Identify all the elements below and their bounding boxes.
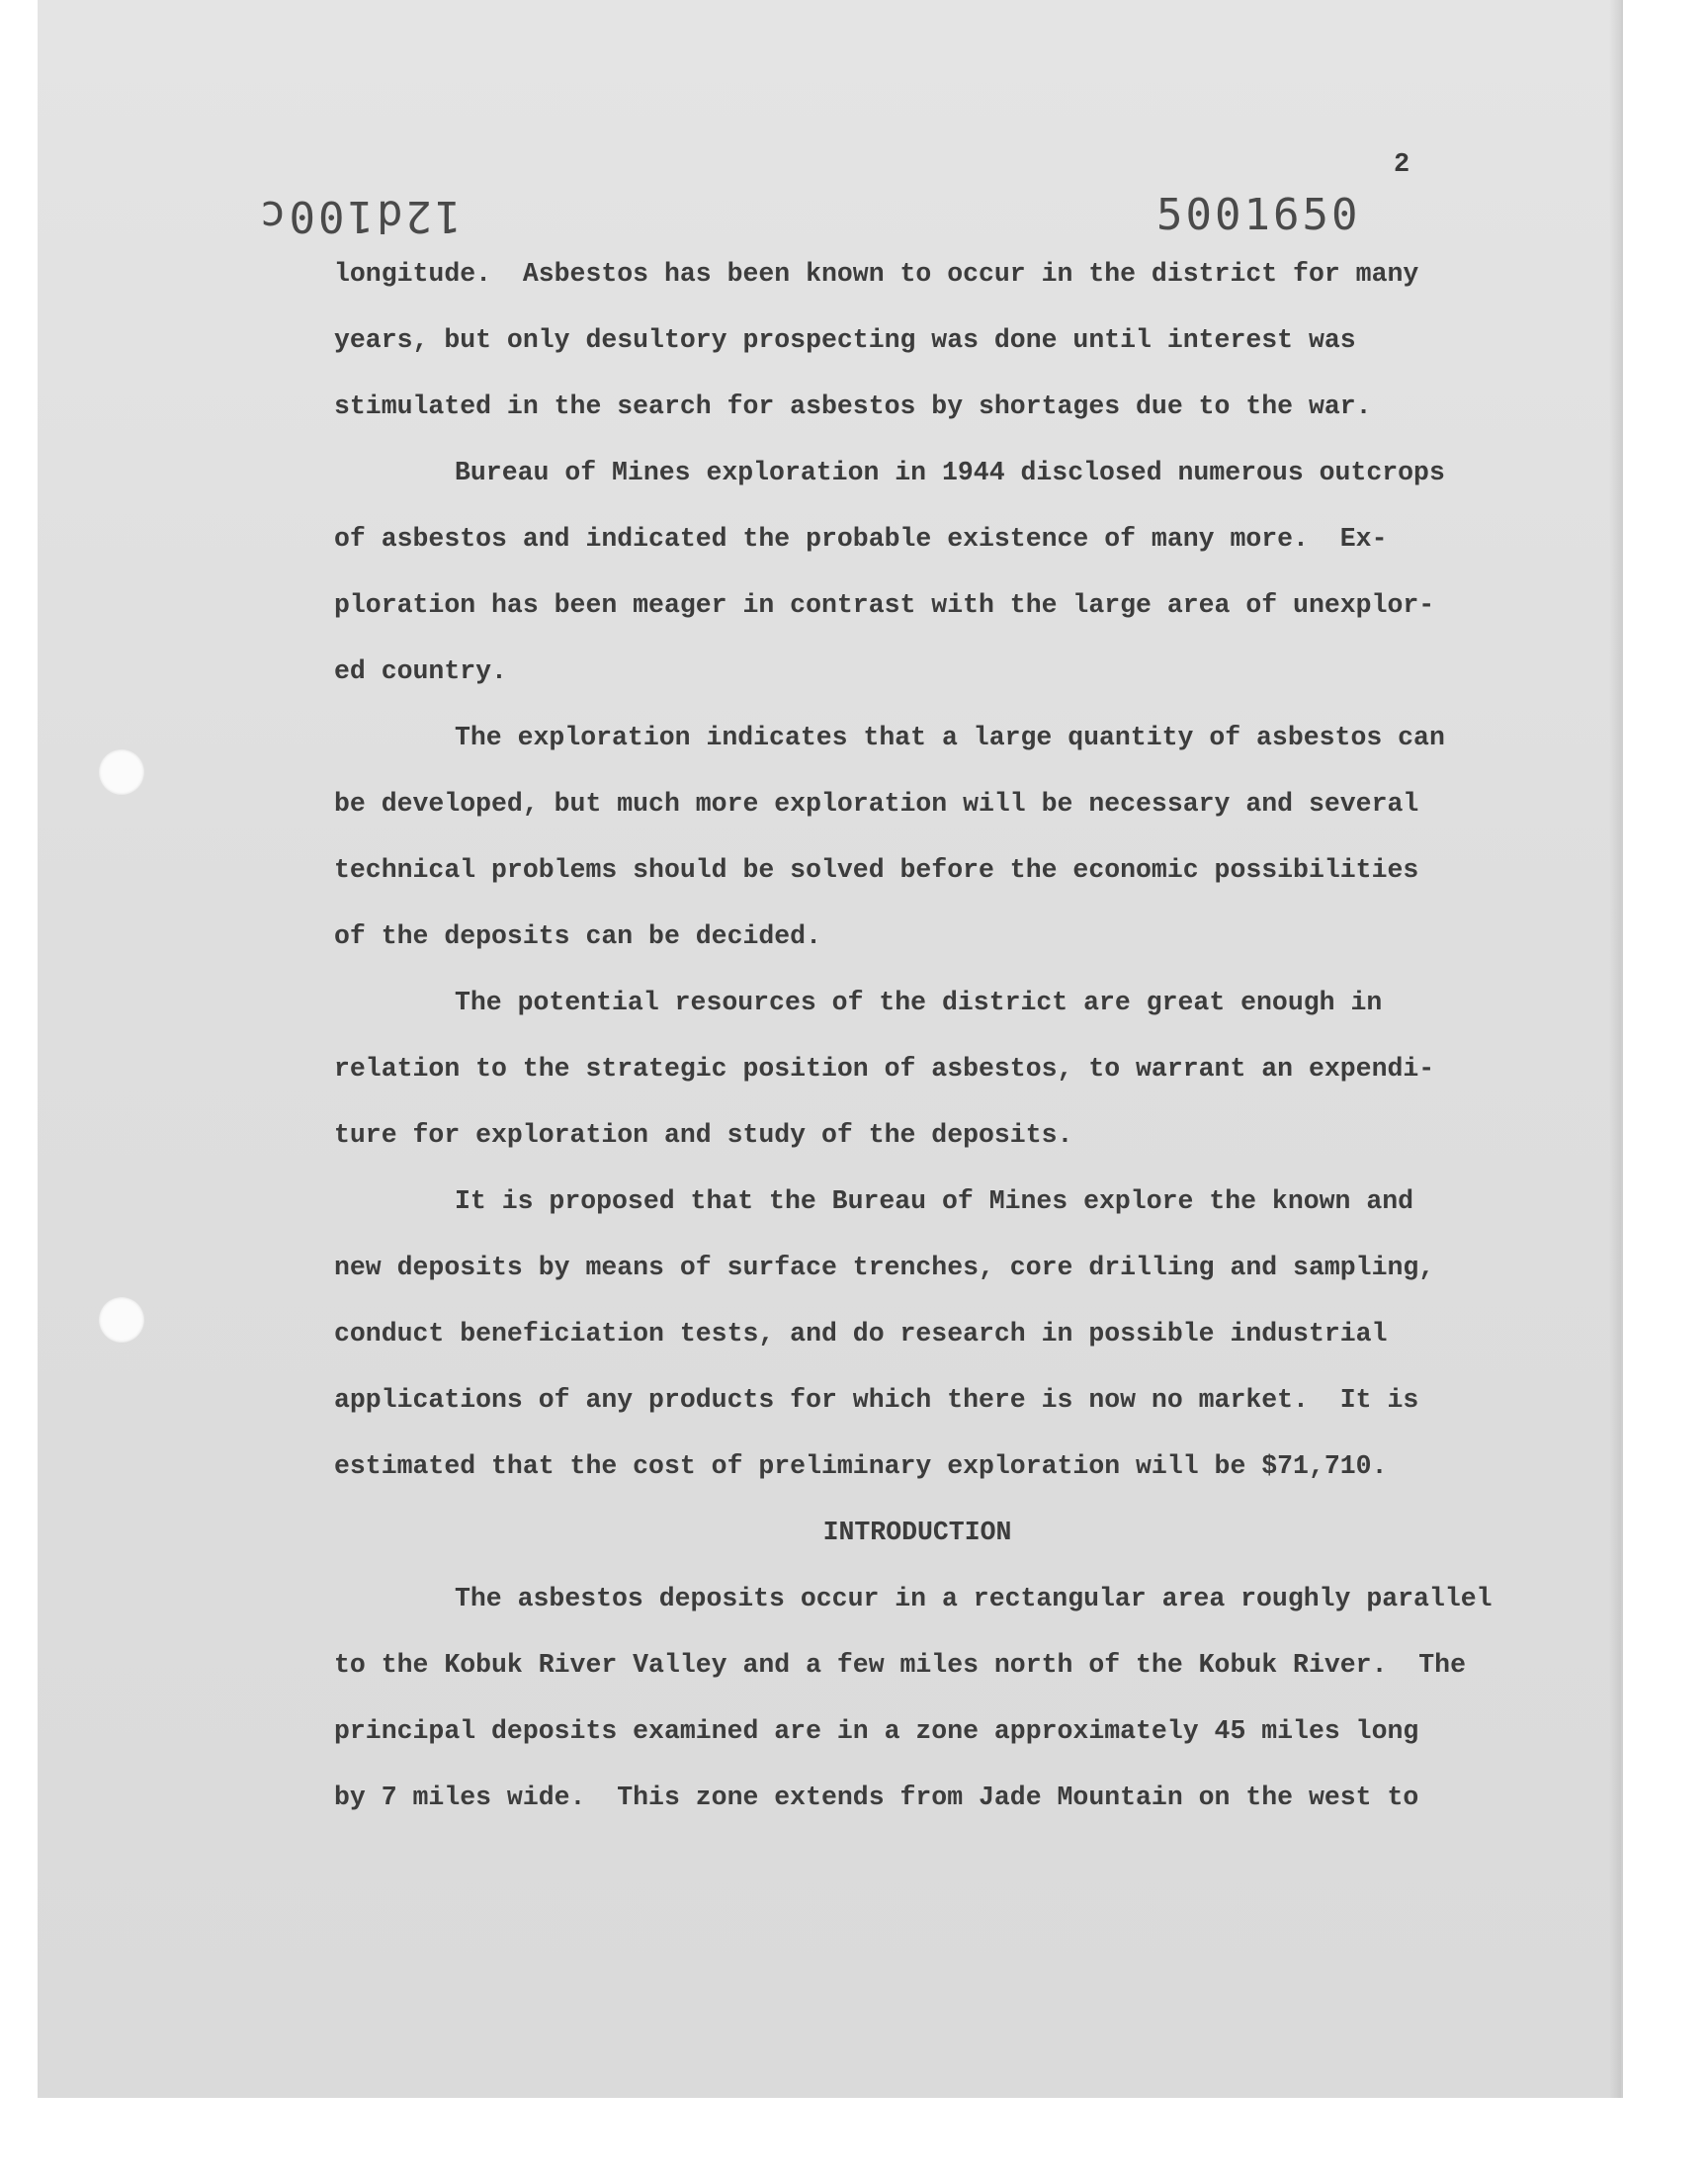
text-line: to the Kobuk River Valley and a few miles north of the Kobuk River. The bbox=[334, 1650, 1466, 1680]
paragraph-4 bbox=[334, 970, 1560, 1169]
text-line: principal deposits examined are in a zone approximately 45 miles long bbox=[334, 1716, 1419, 1746]
page-number: 2 bbox=[1394, 150, 1410, 180]
text-line: applications of any products for which there is now no market. It is bbox=[334, 1385, 1419, 1415]
text-line: by 7 miles wide. This zone extends from Jade Mountain on the west to bbox=[334, 1783, 1419, 1812]
section-heading: INTRODUCTION bbox=[822, 1518, 1012, 1547]
text-line: estimated that the cost of preliminary exploration will be $71,710. bbox=[334, 1451, 1388, 1481]
paragraph-3 bbox=[334, 705, 1560, 970]
punch-hole-upper bbox=[99, 749, 144, 795]
paragraph-6 bbox=[334, 1566, 1560, 1831]
section-heading-introduction bbox=[334, 1500, 1560, 1566]
text-line: ture for exploration and study of the deposits. bbox=[334, 1120, 1073, 1150]
paragraph-1 bbox=[334, 241, 1560, 440]
document-body bbox=[334, 241, 1560, 1831]
punch-hole-lower bbox=[99, 1297, 144, 1343]
stamp-number: 5001650 bbox=[1156, 190, 1361, 240]
paragraph-5 bbox=[334, 1169, 1560, 1500]
scan-edge-shadow bbox=[1609, 0, 1621, 2098]
text-line: of the deposits can be decided. bbox=[334, 921, 821, 951]
paragraph-2 bbox=[334, 440, 1560, 705]
document-page bbox=[38, 0, 1621, 2098]
inverted-stamp-number: 12d100c bbox=[257, 191, 462, 241]
text-line: technical problems should be solved before the economic possibilities bbox=[334, 855, 1419, 885]
text-line: It is proposed that the Bureau of Mines explore the known and bbox=[455, 1186, 1414, 1216]
text-line: years, but only desultory prospecting was done until interest was bbox=[334, 325, 1356, 355]
text-line: stimulated in the search for asbestos by shortages due to the war. bbox=[334, 392, 1372, 421]
text-line: of asbestos and indicated the probable existence of many more. Ex- bbox=[334, 524, 1388, 554]
text-line: conduct beneficiation tests, and do research in possible industrial bbox=[334, 1319, 1388, 1348]
text-line: The exploration indicates that a large quantity of asbestos can bbox=[455, 723, 1445, 752]
text-line: be developed, but much more exploration will be necessary and several bbox=[334, 789, 1419, 819]
text-line: The potential resources of the district are great enough in bbox=[455, 988, 1383, 1017]
text-line: new deposits by means of surface trenches, core drilling and sampling, bbox=[334, 1253, 1435, 1282]
text-line: longitude. Asbestos has been known to occur in the district for many bbox=[334, 259, 1419, 289]
text-line: The asbestos deposits occur in a rectangular area roughly parallel bbox=[455, 1584, 1493, 1613]
text-line: relation to the strategic position of asbestos, to warrant an expendi- bbox=[334, 1054, 1435, 1084]
text-line: ploration has been meager in contrast with the large area of unexplor- bbox=[334, 590, 1435, 620]
text-line: Bureau of Mines exploration in 1944 disclosed numerous outcrops bbox=[455, 458, 1445, 487]
text-line: ed country. bbox=[334, 656, 507, 686]
